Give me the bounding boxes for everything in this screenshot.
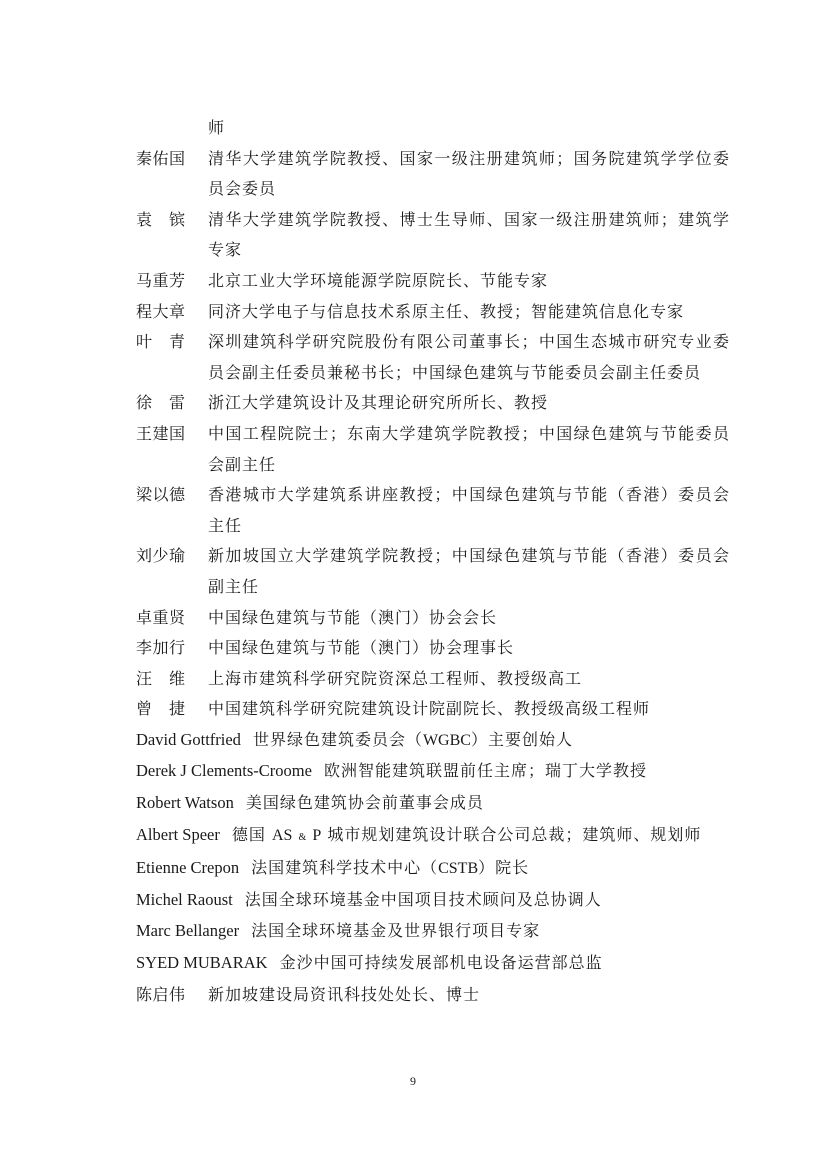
member-description: 北京工业大学环境能源学院原院长、节能专家 [208,270,549,290]
member-entry [136,788,730,820]
desc-part: 金沙中国可持续发展部机电设备运营部总监 [279,953,603,973]
member-name: Marc Bellanger [136,921,240,941]
member-description [246,788,730,820]
member-entry [136,297,730,328]
member-entry [136,633,730,664]
member-entry-speer [136,820,730,854]
member-name: 袁 镔 [136,209,186,229]
member-entry [136,725,730,757]
continuation-line: 师 [208,118,226,137]
member-description: 清华大学建筑学院教授、博士生导师、国家一级注册建筑师；建筑学专家 [208,209,730,260]
member-description [324,756,730,788]
member-description: 中国建筑科学研究院建筑设计院副院长、教授级高级工程师 [208,699,651,719]
member-name: 程大章 [136,301,186,321]
desc-part: 德国 [231,824,272,844]
member-name: 王建国 [136,423,186,443]
member-entry [136,853,730,885]
member-name: SYED MUBARAK [136,953,268,973]
desc-part: ）院长 [478,858,530,878]
member-list [136,113,730,1010]
member-name: 梁以德 [136,485,186,505]
member-description: 中国绿色建筑与节能（澳门）协会理事长 [208,638,515,658]
member-entry [136,144,730,205]
member-entry [136,948,730,980]
desc-part-latin: WGBC [422,731,471,749]
member-description [251,916,730,948]
desc-part-latin: CSTB [438,860,479,878]
member-entry [136,756,730,788]
member-entry [136,419,730,480]
en-member-entries-2 [136,853,730,979]
member-description [245,885,730,917]
member-description: 中国工程院院士；东南大学建筑学院教授；中国绿色建筑与节能委员会副主任 [208,423,730,474]
member-entry [136,694,730,725]
member-name: 汪 维 [136,668,186,688]
desc-part: 法国全球环境基金中国项目技术顾问及总协调人 [244,889,602,909]
desc-part: ）主要创始人 [470,729,573,749]
member-name: 李加行 [136,638,186,658]
member-entry [136,664,730,695]
desc-part-as: AS [271,826,293,844]
member-name: Albert Speer [136,824,220,844]
member-entry [136,916,730,948]
member-name: David Gottfried [136,729,241,749]
member-name: 刘少瑜 [136,546,186,566]
desc-part-p: P [312,826,322,844]
member-description: 清华大学建筑学院教授、国家一级注册建筑师；国务院建筑学学位委员会委员 [208,148,730,199]
member-entry [136,388,730,419]
member-name: Etienne Crepon [136,858,240,878]
desc-part: 欧洲智能建筑联盟前任主席；瑞丁大学教授 [323,761,647,781]
desc-part: 美国绿色建筑协会前董事会成员 [245,793,484,813]
desc-part: 法国全球环境基金及世界银行项目专家 [251,921,541,941]
member-entry-last [136,980,730,1011]
member-description [232,820,730,854]
page-number: 9 [410,1074,416,1088]
member-description [280,948,730,980]
member-description: 新加坡国立大学建筑学院教授；中国绿色建筑与节能（香港）委员会副主任 [208,546,730,596]
member-entry [136,541,730,602]
member-description: 中国绿色建筑与节能（澳门）协会会长 [208,607,498,627]
member-name: Michel Raoust [136,889,233,909]
member-description: 同济大学电子与信息技术系原主任、教授；智能建筑信息化专家 [208,301,685,321]
member-name: 徐 雷 [136,393,186,413]
member-entry [136,603,730,634]
member-name: 秦佑国 [136,148,186,168]
member-name: 陈启伟 [136,984,186,1004]
member-description [251,853,730,885]
member-entry [136,205,730,266]
member-entry [136,480,730,541]
cn-member-entries [136,144,730,725]
member-description: 新加坡建设局资讯科技处处长、博士 [208,984,481,1004]
member-description: 深圳建筑科学研究院股份有限公司董事长；中国生态城市研究专业委员会副主任委员兼秘书长；中国绿色建筑与节能委员会副主任委员 [208,332,730,382]
member-entry [136,266,730,297]
desc-part-amp: & [298,831,307,843]
desc-part: 法国建筑科学技术中心（ [251,858,439,878]
member-description: 浙江大学建筑设计及其理论研究所所长、教授 [208,393,549,413]
member-name: 卓重贤 [136,607,186,627]
desc-part: 城市规划建筑设计联合公司总裁；建筑师、规划师 [321,824,702,844]
member-name: Robert Watson [136,793,234,813]
member-name: Derek J Clements-Croome [136,761,312,781]
member-name: 曾 捷 [136,699,186,719]
desc-part: 世界绿色建筑委员会（ [252,729,423,749]
member-description: 上海市建筑科学研究院资深总工程师、教授级高工 [208,668,583,688]
en-member-entries [136,725,730,820]
member-name: 马重芳 [136,270,186,290]
member-name: 叶 青 [136,332,186,352]
member-entry [136,885,730,917]
member-description [253,725,730,757]
member-description: 香港城市大学建筑系讲座教授；中国绿色建筑与节能（香港）委员会主任 [208,485,730,535]
member-entry [136,327,730,388]
